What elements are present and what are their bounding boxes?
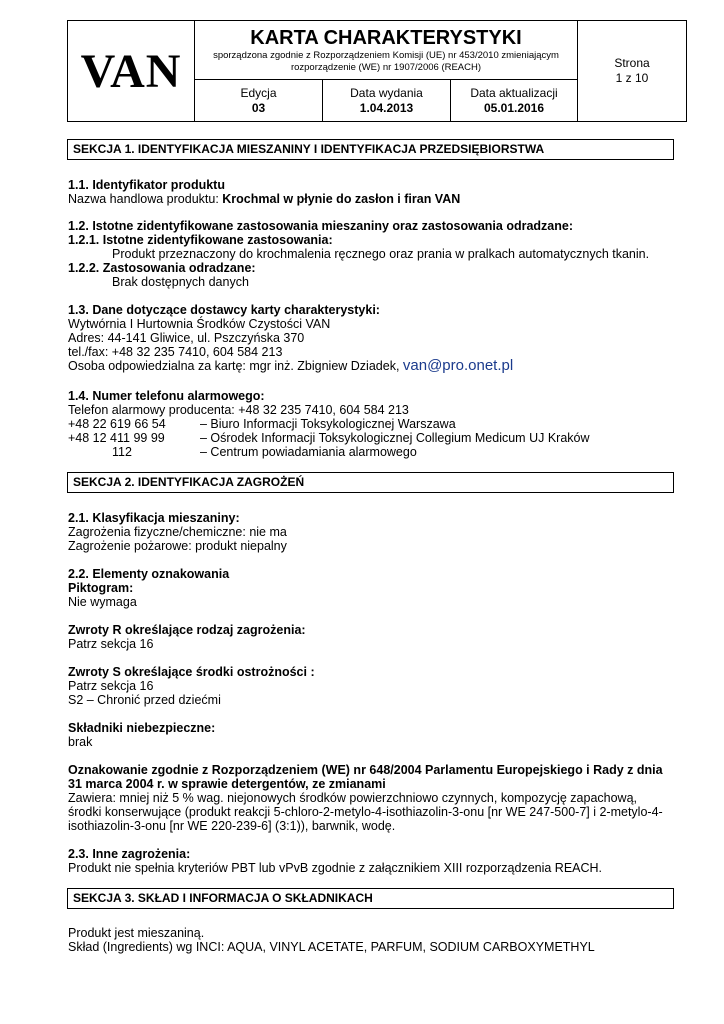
- s23-text: Produkt nie spełnia kryteriów PBT lub vPvB zgodnie z załącznikiem XIII rozporządzenia REACH.: [68, 861, 603, 875]
- responsible-person: Osoba odpowiedzialna za kartę: mgr inż. Zbigniew Dziadek,: [68, 359, 403, 373]
- mixture-statement: Produkt jest mieszaniną.: [68, 926, 205, 940]
- phone-description: – Centrum powiadamiania alarmowego: [200, 445, 417, 459]
- email-link[interactable]: van@pro.onet.pl: [402, 357, 514, 374]
- trade-name-label: Nazwa handlowa produktu:: [68, 192, 223, 206]
- supplier-name: Wytwórnia I Hurtownia Środków Czystości VAN: [68, 317, 331, 331]
- section-3-title: SEKCJA 3. SKŁAD I INFORMACJA O SKŁADNIKACH: [67, 888, 674, 909]
- r-phrases-text: Patrz sekcja 16: [68, 637, 154, 651]
- document-header: [67, 20, 687, 122]
- edition-cell: [195, 80, 323, 121]
- section-1-title: SEKCJA 1. IDENTYFIKACJA MIESZANINY I IDENTYFIKACJA PRZEDSIĘBIORSTWA: [67, 139, 674, 160]
- page-label: Strona: [614, 56, 650, 70]
- s14-heading: 1.4. Numer telefonu alarmowego:: [68, 389, 265, 403]
- s122-text: Brak dostępnych danych: [112, 275, 249, 289]
- physical-hazards: Zagrożenia fizyczne/chemiczne: nie ma: [68, 525, 287, 539]
- s-phrases-text-1: Patrz sekcja 16: [68, 679, 154, 693]
- pictogram-heading: Piktogram:: [68, 581, 134, 595]
- section-2-title: SEKCJA 2. IDENTYFIKACJA ZAGROŻEŃ: [67, 472, 674, 493]
- supplier-address: Adres: 44-141 Gliwice, ul. Pszczyńska 370: [68, 331, 305, 345]
- supplier-phone: tel./fax: +48 32 235 7410, 604 584 213: [68, 345, 283, 359]
- subtitle-line-1: sporządzona zgodnie z Rozporządzeniem Komisji (UE) nr 453/2010 zmieniającym: [213, 50, 559, 61]
- update-date-value: 05.01.2016: [483, 101, 545, 115]
- phone-number: +48 12 411 99 99: [68, 431, 165, 445]
- issue-date-cell: [323, 80, 451, 121]
- responsible-person-line: [68, 359, 513, 373]
- phone-description: – Biuro Informacji Toksykologicznej Warszawa: [200, 417, 456, 431]
- composition-text-1: Zawiera: mniej niż 5 % wag. niejonowych środków powierzchniowo czynnych, kompozycję zapachową,: [68, 791, 638, 805]
- edition-label: Edycja: [240, 86, 277, 100]
- issue-date-label: Data wydania: [350, 86, 423, 100]
- trade-name-line: [68, 192, 460, 206]
- s121-text: Produkt przeznaczony do krochmalenia ręcznego oraz prania w pralkach automatycznych tkanin.: [112, 247, 650, 261]
- s-phrases-heading: Zwroty S określające środki ostrożności :: [68, 665, 315, 679]
- dangerous-ingredients-heading: Składniki niebezpieczne:: [68, 721, 216, 735]
- s121-heading: 1.2.1. Istotne zidentyfikowane zastosowania:: [68, 233, 333, 247]
- dangerous-ingredients-text: brak: [68, 735, 93, 749]
- van-logo: VAN: [68, 21, 195, 121]
- s12-heading: 1.2. Istotne zidentyfikowane zastosowania mieszaniny oraz zastosowania odradzane:: [68, 219, 573, 233]
- page-number-cell: [578, 21, 686, 121]
- composition-text-2: środki konserwujące (produkt reakcji 5-chloro-2-metylo-4-isothiazolin-3-onu [nr WE 247-500-7] i 2-metylo-4-: [68, 805, 663, 819]
- producer-alarm-phone: Telefon alarmowy producenta: +48 32 235 7410, 604 584 213: [68, 403, 409, 417]
- regulation-subtitle: [195, 50, 577, 74]
- issue-date-value: 1.04.2013: [359, 101, 414, 115]
- s13-heading: 1.3. Dane dotyczące dostawcy karty charakterystyki:: [68, 303, 380, 317]
- s23-heading: 2.3. Inne zagrożenia:: [68, 847, 191, 861]
- fire-hazard: Zagrożenie pożarowe: produkt niepalny: [68, 539, 287, 553]
- edition-value: 03: [251, 101, 266, 115]
- composition-text-3: isothiazolin-3-onu [nr WE 220-239-6] (3:1)), barwnik, wodę.: [68, 819, 396, 833]
- page-value: 1 z 10: [615, 71, 649, 85]
- s122-heading: 1.2.2. Zastosowania odradzane:: [68, 261, 256, 275]
- phone-number: +48 22 619 66 54: [68, 417, 166, 431]
- s-phrases-text-2: S2 – Chronić przed dziećmi: [68, 693, 221, 707]
- subtitle-line-2: rozporządzenie (WE) nr 1907/2006 (REACH): [290, 62, 482, 73]
- inci-composition: Skład (Ingredients) wg INCI: AQUA, VINYL ACETATE, PARFUM, SODIUM CARBOXYMETHYL: [68, 940, 595, 954]
- document-title: KARTA CHARAKTERYSTYKI: [250, 27, 522, 49]
- r-phrases-heading: Zwroty R określające rodzaj zagrożenia:: [68, 623, 306, 637]
- detergent-regulation-heading-2: 31 marca 2004 r. w sprawie detergentów, ze zmianami: [68, 777, 386, 791]
- s22-heading: 2.2. Elementy oznakowania: [68, 567, 230, 581]
- s21-heading: 2.1. Klasyfikacja mieszaniny:: [68, 511, 240, 525]
- pictogram-text: Nie wymaga: [68, 595, 137, 609]
- trade-name-value: Krochmal w płynie do zasłon i firan VAN: [222, 192, 461, 206]
- phone-number: 112: [112, 445, 132, 459]
- update-date-label: Data aktualizacji: [470, 86, 558, 100]
- update-date-cell: [451, 80, 578, 121]
- detergent-regulation-heading-1: Oznakowanie zgodnie z Rozporządzeniem (WE) nr 648/2004 Parlamentu Europejskiego i Rady z dnia: [68, 763, 663, 777]
- title-box: [195, 21, 578, 80]
- s11-heading: 1.1. Identyfikator produktu: [68, 178, 225, 192]
- phone-description: – Ośrodek Informacji Toksykologicznej Collegium Medicum UJ Kraków: [200, 431, 590, 445]
